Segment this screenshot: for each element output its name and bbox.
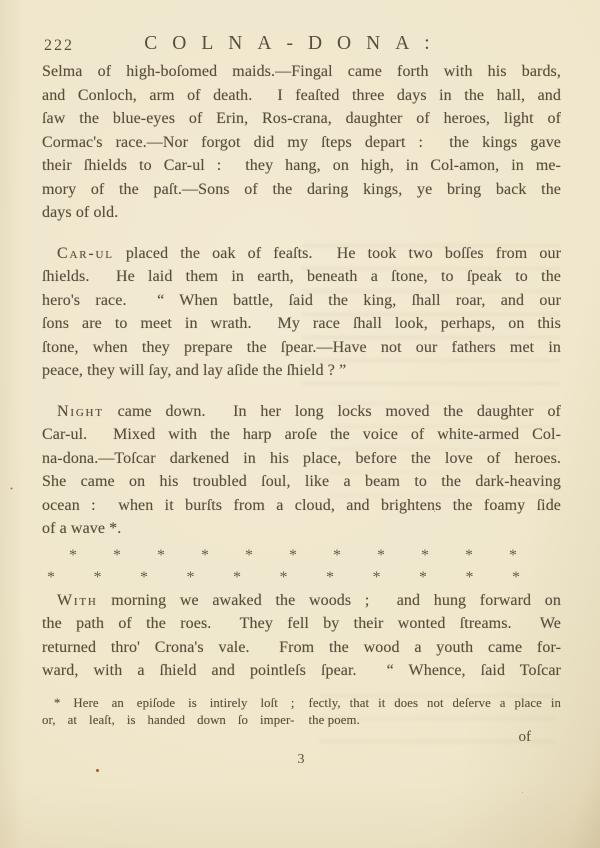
text-line: ſaw the blue-eyes of Erin, Ros-crana, daughter of heroes, light of	[42, 110, 561, 127]
page-content	[42, 33, 561, 768]
asterisk-glyph: *	[279, 568, 288, 586]
asterisk-glyph: *	[140, 568, 148, 586]
text-line: days of old.	[42, 204, 119, 221]
asterisk-glyph: *	[465, 546, 473, 564]
signature-row	[42, 752, 561, 768]
footnote	[42, 695, 561, 730]
asterisk-glyph: *	[419, 568, 427, 586]
text-line: of a wave *.	[42, 520, 122, 537]
paragraph-lead-smallcaps: Car-ul	[57, 244, 114, 262]
asterisk-glyph: *	[69, 546, 77, 564]
asterisk-glyph: *	[245, 546, 253, 564]
text-line: Car-ul placed the oak of feaſts. He took two boſſes from our	[57, 244, 561, 262]
asterisk-glyph: *	[421, 546, 429, 564]
text-line: Selma of high-boſomed maids.—Fingal came forth with his bards,	[42, 63, 561, 80]
footnote-line: * Here an epiſode is intirely loſt ;	[54, 695, 295, 710]
asterisk-glyph: *	[233, 568, 241, 586]
asterisk-glyph: *	[201, 546, 209, 564]
page-header	[42, 33, 561, 59]
footnote-line: fectly, that it does not deſerve a place in	[308, 695, 561, 710]
text-line: ward, with a ſhield and pointleſs ſpear. “ Whence, ſaid Toſcar	[42, 662, 561, 679]
asterisk-row	[47, 565, 520, 587]
text-line: ſhields. He laid them in earth, beneath a ſtone, to ſpeak to the	[42, 268, 561, 285]
asterisk-glyph: *	[326, 568, 334, 586]
text-line: their ſhields to Car-ul : they hang, on high, in Col-amon, in me-	[42, 157, 561, 174]
asterisk-glyph: *	[289, 546, 297, 564]
footnote-line: or, at leaſt, is handed down ſo imper-	[42, 713, 295, 727]
text-line: returned thro' Crona's vale. From the wood a youth came for-	[42, 638, 561, 656]
paragraph	[42, 589, 561, 683]
running-title: COLNA-DONA:	[144, 33, 445, 54]
asterisk-glyph: *	[512, 568, 520, 586]
text-line: ocean : when it burſts from a cloud, and brightens the foamy ſide	[42, 496, 561, 514]
asterisk-glyph: *	[333, 546, 341, 564]
paragraph-lead-smallcaps: With	[57, 591, 98, 609]
running-title-wrap	[42, 33, 561, 55]
footnote-column	[309, 695, 562, 730]
text-line: Car-ul. Mixed with the harp aroſe the voice of white-armed Col-	[42, 426, 561, 443]
footnote-line: the poem.	[308, 713, 360, 727]
text-line: mory of the paſt.—Sons of the daring kings, ye bring back the	[42, 180, 561, 198]
text-line: Cormac's race.—Nor forgot did my ſteps depart : the kings gave	[42, 133, 561, 151]
text-line: Night came down. In her long locks moved the daughter of	[57, 402, 561, 420]
asterisk-separator	[42, 543, 561, 587]
paragraph	[42, 242, 561, 383]
text-line: ſtone, when they prepare the ſpear.—Have not our fathers met in	[42, 338, 561, 356]
text-line: and Conloch, arm of death. I feaſted three days in the hall, and	[42, 86, 561, 104]
asterisk-glyph: *	[47, 568, 55, 586]
body-text	[42, 60, 561, 683]
asterisk-row	[69, 543, 517, 565]
catchword: of	[518, 728, 531, 745]
catchword-row	[42, 728, 561, 746]
text-line: With morning we awaked the woods ; and hung forward on	[57, 591, 561, 609]
text-line: She came on his troubled ſoul, like a beam to the dark-heaving	[42, 473, 561, 490]
signature-mark: 3	[297, 751, 306, 767]
asterisk-glyph: *	[372, 568, 381, 586]
asterisk-glyph: *	[509, 546, 517, 564]
asterisk-glyph: *	[157, 546, 165, 564]
paragraph	[42, 400, 561, 541]
text-line: ſons are to meet in wrath. My race ſhall look, perhaps, on this	[42, 315, 561, 332]
asterisk-glyph: *	[377, 546, 385, 564]
asterisk-glyph: *	[186, 568, 195, 586]
asterisk-glyph: *	[465, 568, 474, 586]
foxing-specks	[96, 769, 99, 772]
footnote-column	[42, 695, 295, 730]
paragraph-lead-smallcaps: Night	[57, 402, 104, 420]
page-number: 222	[44, 37, 74, 54]
asterisk-glyph: *	[93, 568, 102, 586]
text-line: hero's race. “ When battle, ſaid the king, ſhall roar, and our	[42, 291, 561, 309]
text-line: the path of the roes. They fell by their wonted ſtreams. We	[42, 615, 561, 632]
text-line: peace, they will ſay, and lay aſide the ſhield ? ”	[42, 362, 347, 379]
asterisk-glyph: *	[113, 546, 121, 564]
paragraph	[42, 60, 561, 225]
text-line: na-dona.—Toſcar darkened in his place, before the love of heroes.	[42, 449, 561, 467]
